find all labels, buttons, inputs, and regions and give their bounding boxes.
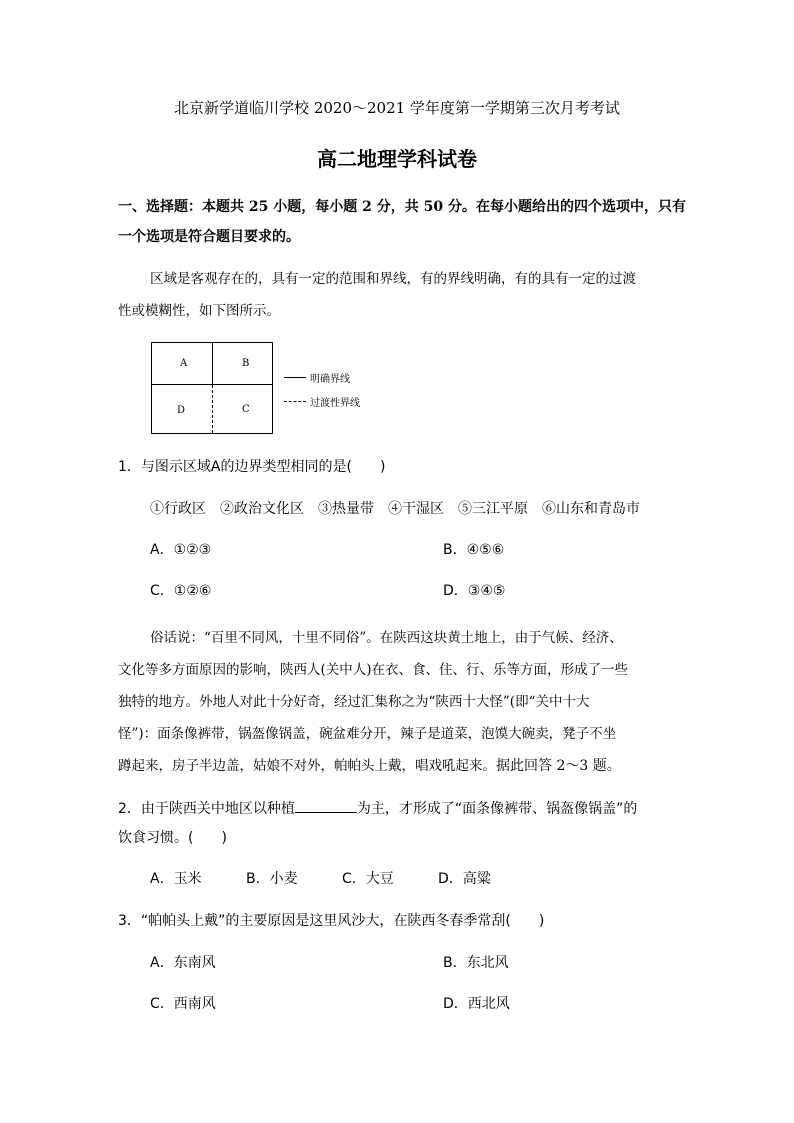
q2-option-d[interactable]: D．高粱 — [438, 871, 491, 887]
region-boundary-diagram — [151, 342, 273, 434]
q2-option-b[interactable]: B．小麦 — [246, 871, 298, 887]
passage-line4: 怪”)：面条像裤带，锅盔像锅盖，碗盆难分开，辣子是道菜，泡馍大碗卖，凳子不坐 — [118, 726, 617, 742]
passage-line5 — [118, 754, 621, 775]
legend-solid-label: 明确界线 — [310, 374, 350, 385]
region-cell-a: A — [180, 358, 188, 369]
school-exam-line: 北京新学道临川学校 2020～2021 学年度第一学期第三次月考考试 — [174, 99, 620, 117]
q1-option-d[interactable]: D．③④⑤ — [443, 583, 506, 599]
region-cell-d: D — [177, 405, 186, 416]
legend-dashed-line-icon — [284, 401, 306, 402]
paper-title: 高二地理学科试卷 — [317, 147, 477, 171]
q3-option-c[interactable]: C．西南风 — [150, 996, 216, 1012]
passage-question-ref: 据此回答 2～3 题。 — [496, 758, 621, 774]
q1-option-b[interactable]: B．④⑤⑥ — [443, 542, 505, 558]
legend-dashed-label: 过渡性界线 — [310, 398, 360, 409]
intro-line1: 区域是客观存在的，具有一定的范围和界线，有的界线明确，有的具有一定的过渡 — [150, 271, 636, 287]
diagram-dashed-divider — [212, 385, 213, 433]
legend-solid-line-icon — [284, 377, 306, 378]
q1-items: ①行政区 ②政治文化区 ③热量带 ④干湿区 ⑤三江平原 ⑥山东和青岛市 — [150, 501, 640, 517]
region-cell-b: B — [242, 358, 250, 369]
region-cell-c: C — [242, 404, 250, 415]
q2-option-a[interactable]: A．玉米 — [150, 871, 202, 887]
q2-answer-blank[interactable] — [295, 800, 357, 813]
q2-stem-line2: 饮食习惯。( ) — [118, 830, 227, 846]
q2-stem-part2: 为主，才形成了“面条像裤带、锅盔像锅盖”的 — [356, 801, 638, 817]
intro-line2: 性或模糊性，如下图所示。 — [118, 303, 280, 319]
q3-option-b[interactable]: B．东北风 — [443, 955, 509, 971]
q2-stem-part1: 2．由于陕西关中地区以种植 — [118, 801, 295, 817]
passage-line3: 独特的地方。外地人对此十分好奇，经过汇集称之为“陕西十大怪”(即“关中十大 — [118, 694, 590, 710]
q1-stem: 1．与图示区域A的边界类型相同的是( ) — [118, 459, 386, 475]
diagram-solid-divider — [212, 343, 213, 385]
q2-option-c[interactable]: C．大豆 — [342, 871, 394, 887]
q3-option-a[interactable]: A．东南风 — [150, 955, 216, 971]
passage-line5-text: 蹲起来，房子半边盖，姑娘不对外，帕帕头上戴，唱戏吼起来。 — [118, 758, 496, 774]
passage-line1: 俗话说：“百里不同风，十里不同俗”。在陕西这块黄土地上，由于气候、经济、 — [150, 630, 623, 646]
section-instruction-line1: 一、选择题：本题共 25 小题，每小题 2 分，共 50 分。在每小题给出的四个选项中，只有 — [118, 199, 686, 215]
q2-stem — [118, 798, 637, 818]
section-instruction-line2: 一个选项是符合题目要求的。 — [118, 229, 300, 245]
q3-option-d[interactable]: D．西北风 — [443, 996, 510, 1012]
q3-stem: 3．“帕帕头上戴”的主要原因是这里风沙大，在陕西冬春季常刮( ) — [118, 913, 545, 929]
q1-option-a[interactable]: A．①②③ — [150, 542, 212, 558]
passage-line2: 文化等多方面原因的影响，陕西人(关中人)在衣、食、住、行、乐等方面，形成了一些 — [118, 662, 629, 678]
q1-option-c[interactable]: C．①②⑥ — [150, 583, 212, 599]
